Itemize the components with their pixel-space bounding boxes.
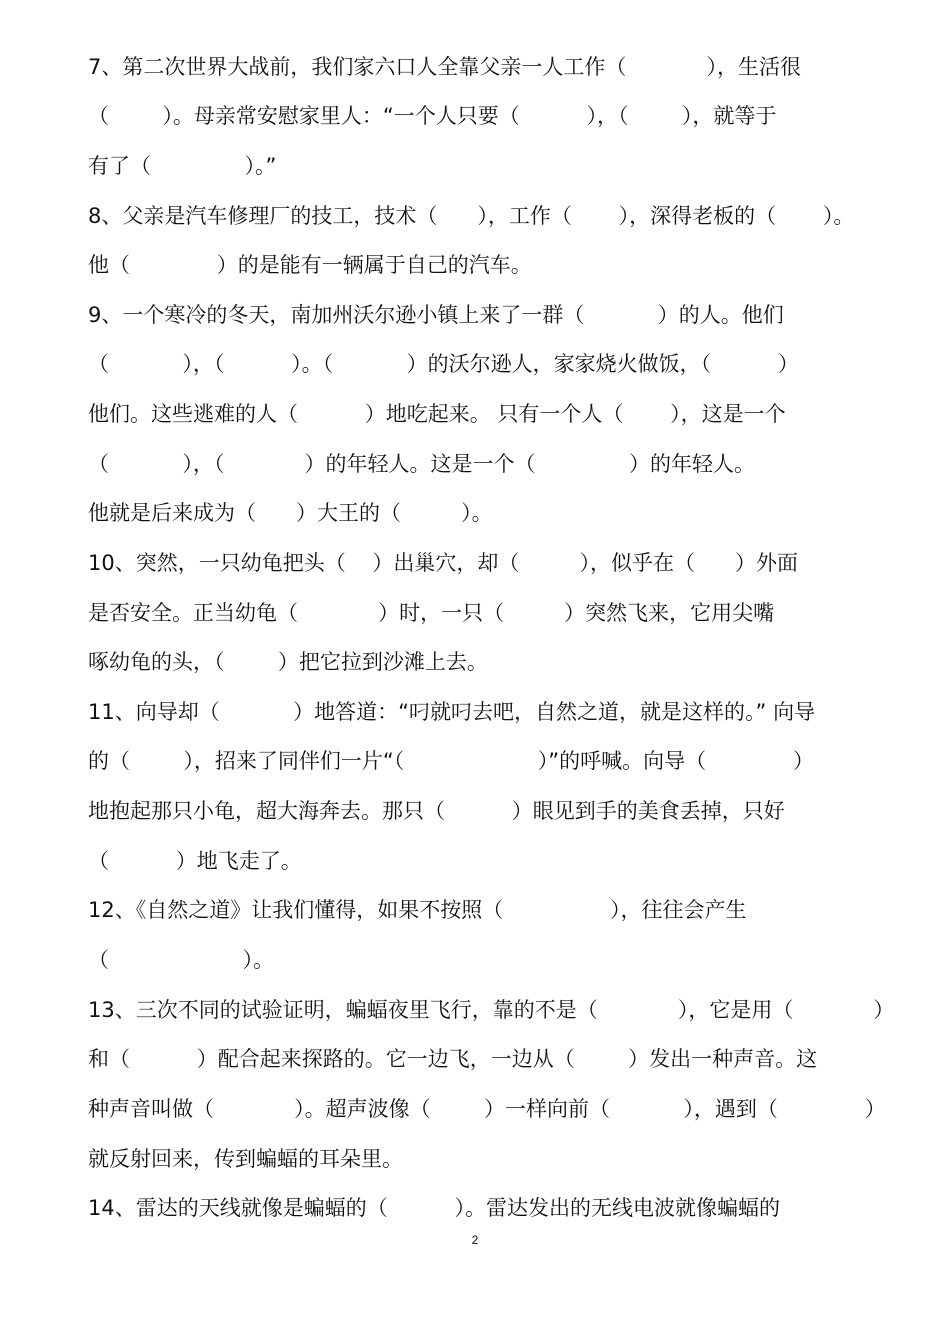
- text-line-13a: 13、三次不同的试验证明，蝙蝠夜里飞行，靠的不是（ ），它是用（ ）: [88, 998, 895, 1022]
- text-line-7c: 有了（ ）。”: [88, 154, 277, 178]
- text-line-13b: 和（ ）配合起来探路的。它一边飞，一边从（ ）发出一种声音。这: [88, 1047, 818, 1071]
- text-line-12a: 12、《自然之道》让我们懂得，如果不按照（ ），往往会产生: [88, 898, 747, 922]
- text-line-10a: 10、突然，一只幼龟把头（ ）出巢穴，却（ ），似乎在（ ）外面: [88, 551, 799, 575]
- text-line-10b: 是否安全。正当幼龟（ ）时，一只（ ）突然飞来，它用尖嘴: [88, 601, 775, 625]
- text-line-9e: 他就是后来成为（ ）大王的（ ）。: [88, 501, 493, 525]
- text-line-8a: 8、父亲是汽车修理厂的技工，技术（ ），工作（ ），深得老板的（ ）。: [88, 204, 855, 228]
- text-line-9d: （ ），（ ）的年轻人。这是一个（ ）的年轻人。: [88, 452, 755, 476]
- text-line-11c: 地抱起那只小龟，超大海奔去。那只（ ）眼见到手的美食丢掉，只好: [88, 799, 785, 823]
- text-line-7a: 7、第二次世界大战前，我们家六口人全靠父亲一人工作（ ），生活很: [88, 55, 801, 79]
- text-line-9c: 他们。这些逃难的人（ ）地吃起来。 只有一个人（ ），这是一个: [88, 402, 786, 426]
- text-line-12b: （ ）。: [88, 948, 275, 972]
- text-line-13c: 种声音叫做（ ）。超声波像（ ）一样向前（ ），遇到（ ）: [88, 1097, 886, 1121]
- text-line-9a: 9、一个寒冷的冬天，南加州沃尔逊小镇上来了一群（ ）的人。他们: [88, 303, 784, 327]
- text-line-9b: （ ），（ ）。（ ）的沃尔逊人，家家烧火做饭，（ ）: [88, 352, 799, 376]
- text-line-7b: （ ）。母亲常安慰家里人：“一个人只要（ ），（ ），就等于: [88, 104, 777, 128]
- text-line-8b: 他（ ）的是能有一辆属于自己的汽车。: [88, 253, 532, 277]
- text-line-13d: 就反射回来，传到蝙蝠的耳朵里。: [88, 1147, 403, 1171]
- text-line-11b: 的（ ），招来了同伴们一片“（ ）”的呼喊。向导（ ）: [88, 749, 814, 773]
- text-line-10c: 啄幼龟的头，（ ）把它拉到沙滩上去。: [88, 650, 488, 674]
- page-number: 2: [471, 1233, 479, 1247]
- text-line-11a: 11、向导却（ ）地答道：“叼就叼去吧，自然之道，就是这样的。” 向导: [88, 700, 816, 724]
- text-line-11d: （ ）地飞走了。: [88, 849, 302, 873]
- text-line-14a: 14、雷达的天线就像是蝙蝠的（ ）。雷达发出的无线电波就像蝙蝠的: [88, 1196, 780, 1220]
